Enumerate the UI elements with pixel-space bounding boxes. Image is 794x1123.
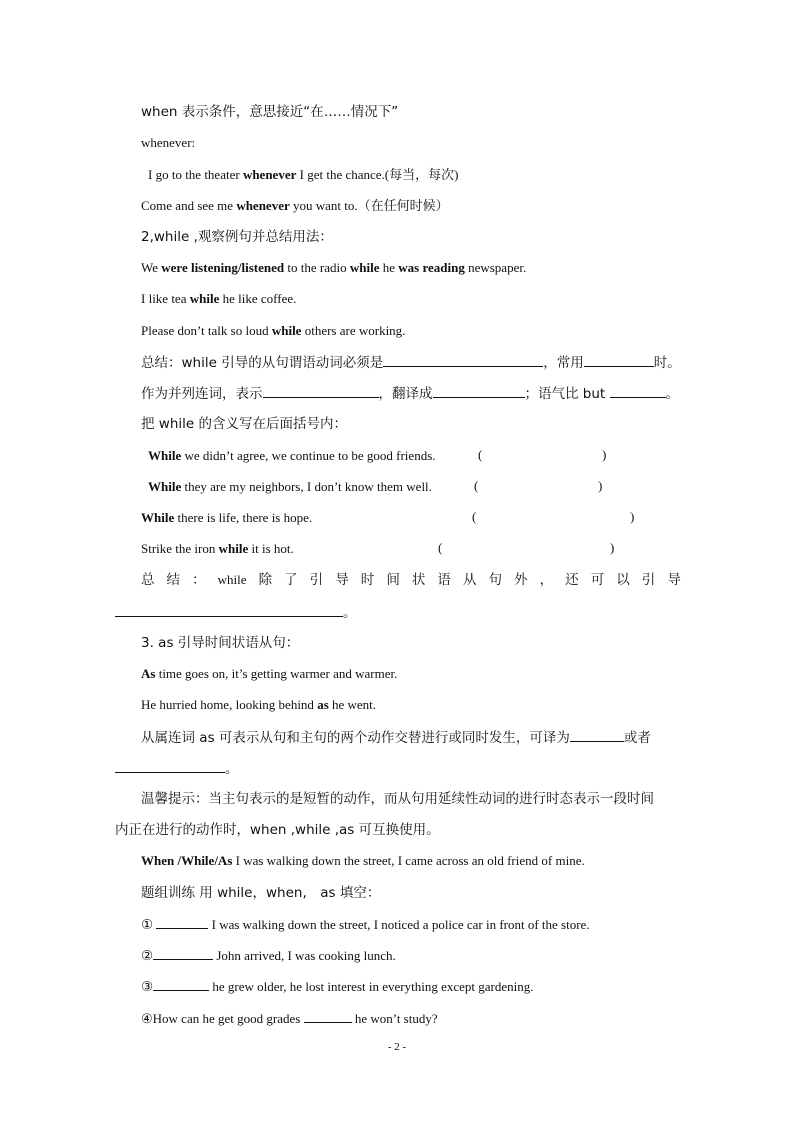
- exercise-instruction: 题组训练 用 while，when, as 填空：: [141, 885, 381, 901]
- while-section-heading: 2,while ,观察例句并总结用法：: [141, 229, 333, 245]
- tip-line-1: 温馨提示：当主句表示的是短暂的动作，而从句用延续性动词的进行时态表示一段时间: [141, 791, 654, 807]
- while-meaning-instruction: 把 while 的含义写在后面括号内：: [141, 416, 347, 432]
- page-number: - 2 -: [387, 1041, 407, 1053]
- while-summary-3-blank: 。: [115, 603, 357, 622]
- as-example-1: As time goes on, it’s getting warmer and warmer.: [141, 666, 398, 681]
- while-summary-2: 作为并列连词，表示 ，翻译成 ；语气比 but 。: [141, 386, 680, 402]
- close-paren: ): [610, 540, 615, 555]
- whenever-heading: whenever:: [141, 135, 196, 150]
- open-paren: (: [474, 478, 479, 493]
- when-condition-note: when 表示条件，意思接近“在……情况下”: [141, 104, 399, 120]
- open-paren: (: [478, 447, 483, 462]
- open-paren: (: [438, 540, 443, 555]
- as-explanation: 从属连词 as 可表示从句和主句的两个动作交替进行或同时发生，可译为 或者: [141, 730, 651, 746]
- when-while-as-example: When /While/As I was walking down the street, I came across an old friend of mine.: [141, 853, 585, 868]
- as-section-heading: 3. as 引导时间状语从句：: [141, 635, 300, 651]
- close-paren: ): [630, 509, 635, 524]
- exercise-3: ③ he grew older, he lost interest in everything except gardening.: [141, 979, 534, 995]
- close-paren: ): [598, 478, 603, 493]
- while-meaning-sentence-2: While they are my neighbors, I don’t know them well.: [148, 479, 432, 494]
- open-paren: (: [472, 509, 477, 524]
- whenever-example-2: Come and see me whenever you want to.（在任何时候）: [141, 198, 449, 213]
- blank-field[interactable]: [115, 759, 225, 773]
- blank-field[interactable]: [433, 384, 525, 398]
- exercise-2-blank[interactable]: [153, 946, 213, 960]
- tip-line-2: 内正在进行的动作时，when ,while ,as 可互换使用。: [115, 822, 440, 838]
- while-example-3: Please don’t talk so loud while others are working.: [141, 323, 406, 338]
- whenever-example-1: I go to the theater whenever I get the chance.(每当，每次): [148, 167, 459, 182]
- blank-field[interactable]: [610, 384, 666, 398]
- exercise-2: ② John arrived, I was cooking lunch.: [141, 948, 396, 964]
- blank-field[interactable]: [115, 603, 343, 617]
- as-explanation-blank: 。: [115, 759, 239, 778]
- exercise-4: ④How can he get good grades he won’t study?: [141, 1011, 438, 1026]
- while-example-1: We were listening/listened to the radio while he was reading newspaper.: [141, 260, 527, 275]
- exercise-4-blank[interactable]: [304, 1009, 352, 1023]
- blank-field[interactable]: [584, 353, 654, 367]
- close-paren: ): [602, 447, 607, 462]
- blank-field[interactable]: [263, 384, 379, 398]
- while-meaning-sentence-3: While there is life, there is hope.: [141, 510, 313, 525]
- exercise-1-blank[interactable]: [156, 915, 208, 929]
- while-meaning-sentence-1: While we didn’t agree, we continue to be good friends.: [148, 448, 436, 463]
- while-meaning-sentence-4: Strike the iron while it is hot.: [141, 541, 294, 556]
- as-example-2: He hurried home, looking behind as he went.: [141, 697, 377, 712]
- exercise-1: ① I was walking down the street, I noticed a police car in front of the store.: [141, 917, 590, 933]
- exercise-3-blank[interactable]: [153, 977, 209, 991]
- blank-field[interactable]: [383, 353, 543, 367]
- while-summary-3: 总 结 ： while 除 了 引 导 时 间 状 语 从 句 外 ， 还 可 以 引 导: [141, 572, 681, 588]
- while-example-2: I like tea while he like coffee.: [141, 291, 297, 306]
- blank-field[interactable]: [570, 728, 624, 742]
- while-summary-1: 总结：while 引导的从句谓语动词必须是 ，常用 时。: [141, 355, 681, 371]
